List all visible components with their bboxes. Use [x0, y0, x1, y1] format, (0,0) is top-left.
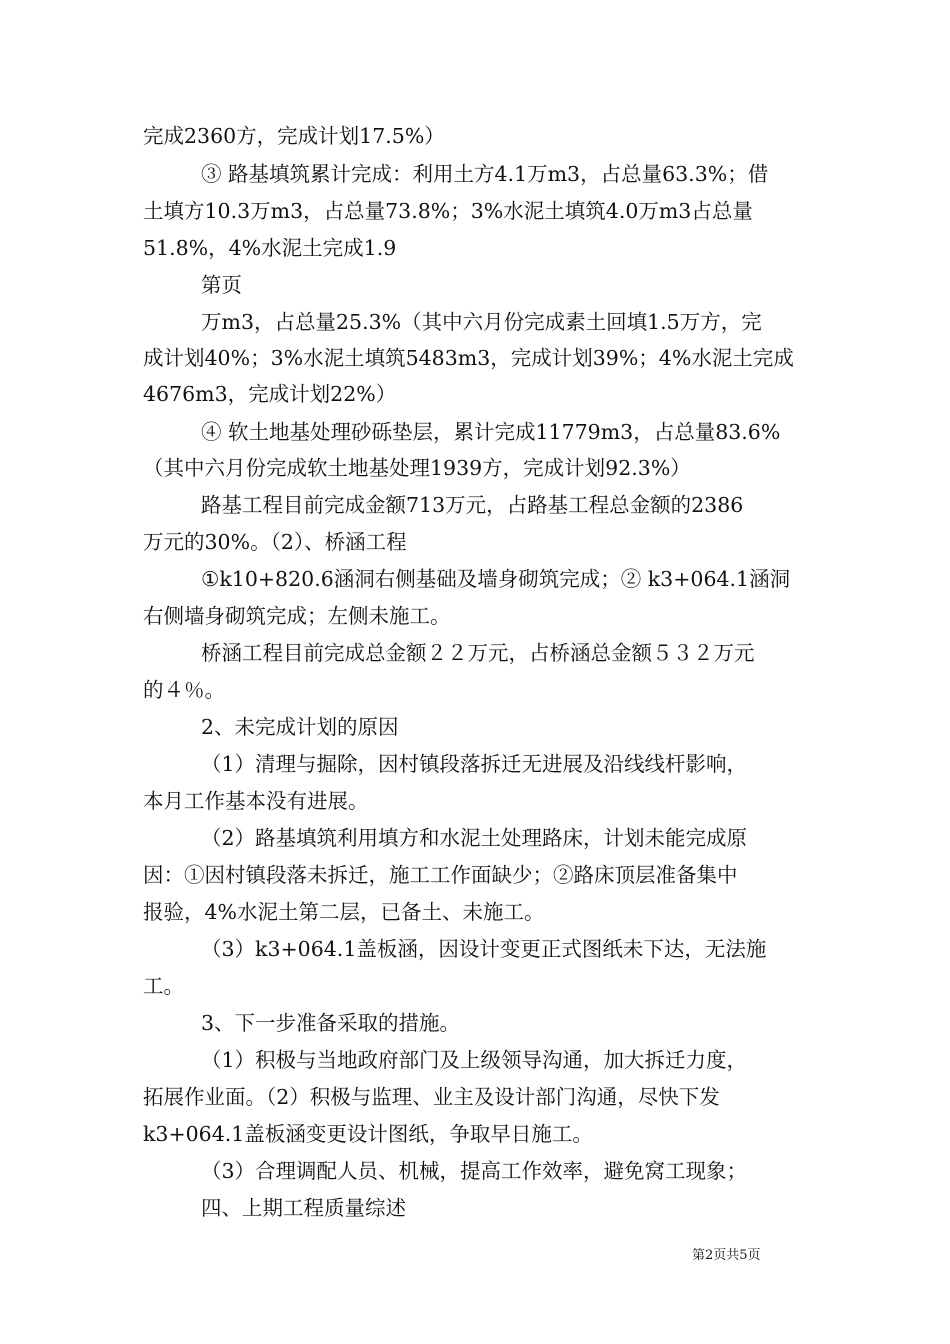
text-line: 拓展作业面。（2）积极与监理、业主及设计部门沟通，尽快下发 — [143, 1085, 720, 1109]
text-line: （1）清理与掘除，因村镇段落拆迁无进展及沿线线杆影响， — [201, 752, 748, 776]
section-heading: 2、未完成计划的原因 — [201, 715, 399, 739]
page-number: 第2页共5页 — [692, 1248, 761, 1263]
text-line: 本月工作基本没有进展。 — [143, 789, 369, 813]
text-line: 右侧墙身砌筑完成；左侧未施工。 — [143, 604, 451, 628]
text-line: 4676m3，完成计划22%） — [143, 382, 397, 406]
text-line: 桥涵工程目前完成总金额２２万元，占桥涵总金额５３２万元 — [201, 641, 755, 665]
text-line: （3）合理调配人员、机械，提高工作效率，避免窝工现象； — [201, 1159, 748, 1183]
text-line: 路基工程目前完成金额713万元，占路基工程总金额的2386 — [201, 493, 744, 517]
text-line: k3+064.1盖板涵变更设计图纸，争取早日施工。 — [143, 1122, 593, 1146]
text-line: （其中六月份完成软土地基处理1939方，完成计划92.3%） — [143, 456, 691, 480]
text-line: ①k10+820.6涵洞右侧基础及墙身砌筑完成；② k3+064.1涵洞 — [201, 567, 791, 591]
text-line: 报验，4%水泥土第二层，已备土、未施工。 — [143, 900, 545, 924]
text-line: 因：①因村镇段落未拆迁，施工工作面缺少；②路床顶层准备集中 — [143, 863, 738, 887]
text-line: 工。 — [143, 974, 184, 998]
text-line: 土填方10.3万m3，占总量73.8%；3%水泥土填筑4.0万m3占总量 — [143, 199, 753, 223]
text-line: （1）积极与当地政府部门及上级领导沟通，加大拆迁力度， — [201, 1048, 748, 1072]
text-line: 51.8%，4%水泥土完成1.9 — [143, 236, 397, 260]
section-heading: 3、下一步准备采取的措施。 — [201, 1011, 461, 1035]
text-line: 成计划40%；3%水泥土填筑5483m3，完成计划39%；4%水泥土完成 — [143, 346, 794, 370]
text-line: （2）路基填筑利用填方和水泥土处理路床，计划未能完成原 — [201, 826, 748, 850]
text-line: 万m3，占总量25.3%（其中六月份完成素土回填1.5万方，完 — [201, 310, 762, 334]
text-line: 万元的30%。（2）、桥涵工程 — [143, 530, 407, 554]
text-line: 第页 — [201, 273, 242, 297]
text-line: ③ 路基填筑累计完成：利用土方4.1万m3，占总量63.3%；借 — [201, 162, 769, 186]
text-line: 完成2360方，完成计划17.5%） — [143, 124, 445, 148]
text-line: ④ 软土地基处理砂砾垫层，累计完成11779m3，占总量83.6% — [201, 420, 781, 444]
text-line: （3）k3+064.1盖板涵，因设计变更正式图纸未下达，无法施 — [201, 937, 767, 961]
text-line: 的４％。 — [143, 678, 225, 702]
section-heading: 四、上期工程质量综述 — [201, 1196, 406, 1220]
